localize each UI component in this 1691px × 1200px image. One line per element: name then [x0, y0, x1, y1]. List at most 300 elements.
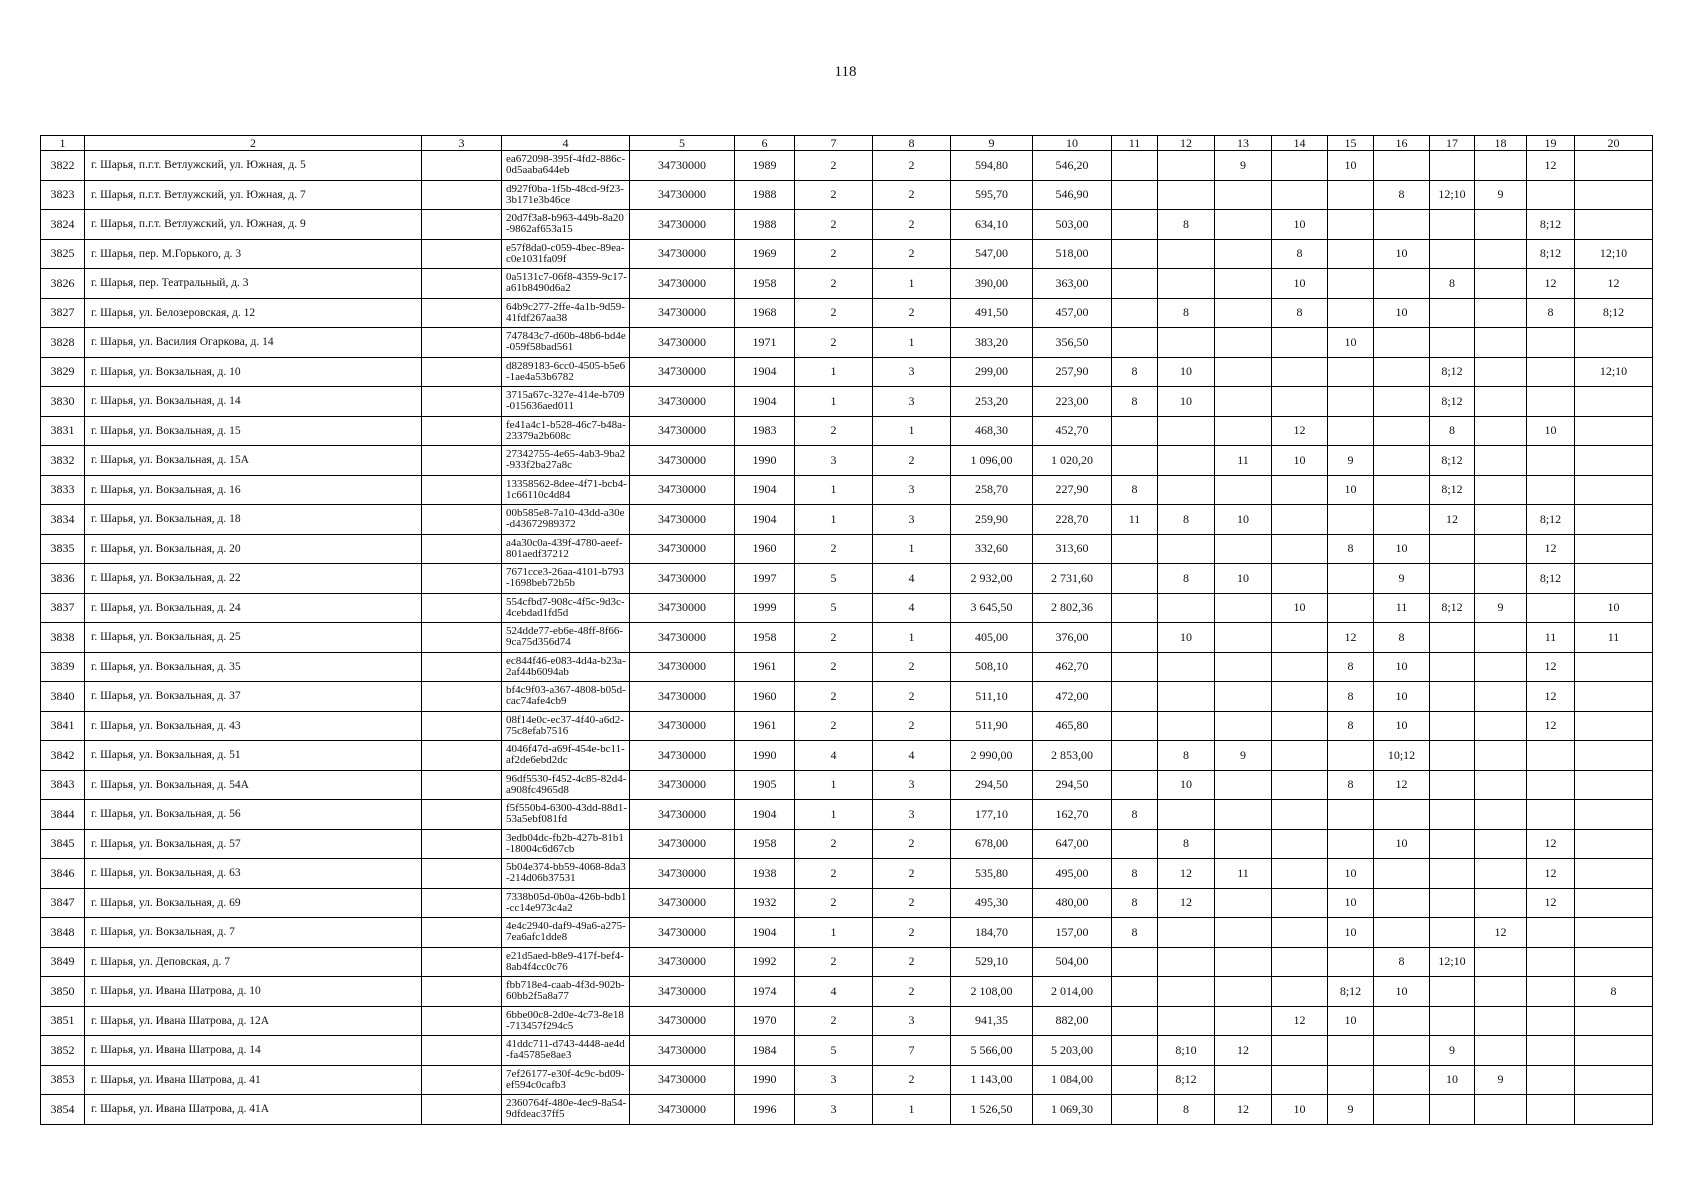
table-cell-col-4: bf4c9f03-a367-4808-b05d-cac74afe4cb9 — [502, 682, 630, 712]
table-cell-col-3 — [422, 387, 502, 417]
table-cell-col-10: 882,00 — [1033, 1006, 1112, 1036]
table-cell-col-13 — [1215, 1065, 1272, 1095]
table-row — [41, 534, 1653, 564]
table-cell-col-18 — [1475, 416, 1527, 446]
table-cell-col-8: 4 — [873, 593, 951, 623]
table-cell-col-3 — [422, 741, 502, 771]
table-row — [41, 210, 1653, 240]
table-cell-col-2: г. Шарья, ул. Вокзальная, д. 16 — [85, 475, 422, 505]
table-cell-col-18 — [1475, 947, 1527, 977]
table-cell-col-8: 2 — [873, 829, 951, 859]
table-row — [41, 918, 1653, 948]
table-cell-col-9: 595,70 — [951, 180, 1033, 210]
table-cell-col-5: 34730000 — [630, 918, 735, 948]
table-cell-col-5: 34730000 — [630, 711, 735, 741]
table-cell-col-14 — [1272, 888, 1328, 918]
table-cell-col-2: г. Шарья, п.г.т. Ветлужский, ул. Южная, д. 7 — [85, 180, 422, 210]
table-cell-col-20 — [1575, 1036, 1653, 1066]
table-cell-col-11 — [1112, 151, 1158, 181]
table-cell-col-9: 511,10 — [951, 682, 1033, 712]
table-cell-col-17: 8 — [1430, 269, 1475, 299]
table-cell-col-15 — [1328, 387, 1374, 417]
table-cell-col-18 — [1475, 1095, 1527, 1125]
table-cell-col-15: 12 — [1328, 623, 1374, 653]
table-cell-col-19: 10 — [1527, 416, 1575, 446]
table-cell-col-1: 3827 — [41, 298, 85, 328]
table-cell-col-19 — [1527, 1036, 1575, 1066]
table-cell-col-1: 3840 — [41, 682, 85, 712]
table-cell-col-10: 228,70 — [1033, 505, 1112, 535]
column-header-11: 11 — [1112, 136, 1158, 151]
table-cell-col-19: 8;12 — [1527, 210, 1575, 240]
table-row — [41, 564, 1653, 594]
table-cell-col-12 — [1158, 534, 1215, 564]
table-cell-col-4: 7671cce3-26aa-4101-b793-1698beb72b5b — [502, 564, 630, 594]
table-cell-col-2: г. Шарья, ул. Вокзальная, д. 57 — [85, 829, 422, 859]
table-cell-col-19: 11 — [1527, 623, 1575, 653]
table-cell-col-17: 8;12 — [1430, 475, 1475, 505]
table-cell-col-6: 1988 — [735, 180, 795, 210]
table-cell-col-3 — [422, 328, 502, 358]
table-cell-col-18 — [1475, 505, 1527, 535]
table-cell-col-13 — [1215, 298, 1272, 328]
table-cell-col-4: 7338b05d-0b0a-426b-bdb1-cc14e973c4a2 — [502, 888, 630, 918]
table-cell-col-16: 10 — [1374, 682, 1430, 712]
table-row — [41, 682, 1653, 712]
table-cell-col-1: 3843 — [41, 770, 85, 800]
table-cell-col-20 — [1575, 564, 1653, 594]
table-cell-col-20 — [1575, 151, 1653, 181]
table-cell-col-13 — [1215, 947, 1272, 977]
table-cell-col-11 — [1112, 947, 1158, 977]
table-row — [41, 151, 1653, 181]
table-cell-col-18 — [1475, 741, 1527, 771]
table-cell-col-13: 9 — [1215, 151, 1272, 181]
table-cell-col-12 — [1158, 269, 1215, 299]
table-cell-col-14 — [1272, 534, 1328, 564]
table-cell-col-16 — [1374, 210, 1430, 240]
table-cell-col-13 — [1215, 829, 1272, 859]
table-cell-col-10: 1 084,00 — [1033, 1065, 1112, 1095]
table-cell-col-11: 8 — [1112, 475, 1158, 505]
table-cell-col-5: 34730000 — [630, 682, 735, 712]
table-cell-col-8: 3 — [873, 1006, 951, 1036]
table-cell-col-13 — [1215, 1006, 1272, 1036]
table-cell-col-12: 10 — [1158, 770, 1215, 800]
table-cell-col-4: fbb718e4-caab-4f3d-902b-60bb2f5a8a77 — [502, 977, 630, 1007]
table-cell-col-14 — [1272, 623, 1328, 653]
table-cell-col-16: 10;12 — [1374, 741, 1430, 771]
table-cell-col-13: 11 — [1215, 859, 1272, 889]
table-cell-col-5: 34730000 — [630, 151, 735, 181]
table-cell-col-4: 4046f47d-a69f-454e-bc11-af2de6ebd2dc — [502, 741, 630, 771]
table-cell-col-2: г. Шарья, ул. Ивана Шатрова, д. 41 — [85, 1065, 422, 1095]
table-cell-col-20: 8;12 — [1575, 298, 1653, 328]
table-cell-col-5: 34730000 — [630, 534, 735, 564]
table-cell-col-12: 8 — [1158, 505, 1215, 535]
table-cell-col-2: г. Шарья, п.г.т. Ветлужский, ул. Южная, д. 5 — [85, 151, 422, 181]
table-cell-col-9: 529,10 — [951, 947, 1033, 977]
table-cell-col-4: 3715a67c-327e-414e-b709-015636aed011 — [502, 387, 630, 417]
table-cell-col-16: 10 — [1374, 652, 1430, 682]
table-cell-col-15: 10 — [1328, 328, 1374, 358]
table-cell-col-10: 546,20 — [1033, 151, 1112, 181]
table-cell-col-19 — [1527, 947, 1575, 977]
table-row — [41, 829, 1653, 859]
table-cell-col-11 — [1112, 741, 1158, 771]
table-cell-col-10: 356,50 — [1033, 328, 1112, 358]
table-cell-col-8: 2 — [873, 888, 951, 918]
table-cell-col-15 — [1328, 180, 1374, 210]
table-cell-col-17 — [1430, 829, 1475, 859]
table-cell-col-11 — [1112, 593, 1158, 623]
table-cell-col-7: 1 — [795, 770, 873, 800]
table-cell-col-17 — [1430, 1095, 1475, 1125]
table-cell-col-18 — [1475, 387, 1527, 417]
table-cell-col-9: 383,20 — [951, 328, 1033, 358]
table-cell-col-18 — [1475, 800, 1527, 830]
table-cell-col-5: 34730000 — [630, 505, 735, 535]
table-cell-col-11 — [1112, 269, 1158, 299]
table-cell-col-6: 1996 — [735, 1095, 795, 1125]
table-cell-col-4: 27342755-4e65-4ab3-9ba2-933f2ba27a8c — [502, 446, 630, 476]
column-header-8: 8 — [873, 136, 951, 151]
table-cell-col-4: 747843c7-d60b-48b6-bd4e-059f58bad561 — [502, 328, 630, 358]
housing-register-table — [40, 135, 1653, 1125]
table-cell-col-13 — [1215, 180, 1272, 210]
table-cell-col-12 — [1158, 918, 1215, 948]
column-header-5: 5 — [630, 136, 735, 151]
table-cell-col-12 — [1158, 328, 1215, 358]
table-body — [41, 151, 1653, 1125]
table-cell-col-4: 554cfbd7-908c-4f5c-9d3c-4cebdad1fd5d — [502, 593, 630, 623]
table-cell-col-12 — [1158, 977, 1215, 1007]
table-row — [41, 593, 1653, 623]
table-cell-col-18 — [1475, 151, 1527, 181]
table-cell-col-7: 2 — [795, 416, 873, 446]
table-cell-col-7: 2 — [795, 829, 873, 859]
table-cell-col-19 — [1527, 180, 1575, 210]
table-cell-col-11 — [1112, 534, 1158, 564]
table-cell-col-18 — [1475, 682, 1527, 712]
table-cell-col-12 — [1158, 800, 1215, 830]
table-cell-col-16 — [1374, 446, 1430, 476]
table-cell-col-5: 34730000 — [630, 475, 735, 505]
table-cell-col-18 — [1475, 298, 1527, 328]
table-cell-col-4: e57f8da0-c059-4bec-89ea-c0e1031fa09f — [502, 239, 630, 269]
table-cell-col-14 — [1272, 180, 1328, 210]
table-cell-col-19 — [1527, 1006, 1575, 1036]
table-cell-col-12: 10 — [1158, 357, 1215, 387]
table-cell-col-16 — [1374, 800, 1430, 830]
table-cell-col-9: 1 526,50 — [951, 1095, 1033, 1125]
column-header-18: 18 — [1475, 136, 1527, 151]
table-cell-col-14 — [1272, 1036, 1328, 1066]
table-cell-col-5: 34730000 — [630, 977, 735, 1007]
table-cell-col-17 — [1430, 770, 1475, 800]
table-cell-col-3 — [422, 1036, 502, 1066]
table-cell-col-10: 452,70 — [1033, 416, 1112, 446]
table-cell-col-20 — [1575, 682, 1653, 712]
table-cell-col-16 — [1374, 1036, 1430, 1066]
table-cell-col-1: 3850 — [41, 977, 85, 1007]
table-row — [41, 328, 1653, 358]
table-cell-col-12: 8 — [1158, 564, 1215, 594]
table-cell-col-12: 10 — [1158, 623, 1215, 653]
table-cell-col-18: 9 — [1475, 593, 1527, 623]
table-cell-col-4: 20d7f3a8-b963-449b-8a20-9862af653a15 — [502, 210, 630, 240]
table-cell-col-13: 9 — [1215, 741, 1272, 771]
table-cell-col-12 — [1158, 652, 1215, 682]
table-cell-col-2: г. Шарья, ул. Вокзальная, д. 69 — [85, 888, 422, 918]
table-cell-col-7: 2 — [795, 534, 873, 564]
table-cell-col-11: 11 — [1112, 505, 1158, 535]
table-cell-col-11: 8 — [1112, 357, 1158, 387]
table-cell-col-20 — [1575, 416, 1653, 446]
table-cell-col-18 — [1475, 859, 1527, 889]
table-cell-col-19: 8;12 — [1527, 505, 1575, 535]
table-cell-col-11 — [1112, 416, 1158, 446]
table-cell-col-1: 3838 — [41, 623, 85, 653]
table-cell-col-19 — [1527, 593, 1575, 623]
table-row — [41, 859, 1653, 889]
table-cell-col-18 — [1475, 564, 1527, 594]
table-cell-col-4: 5b04e374-bb59-4068-8da3-214d06b37531 — [502, 859, 630, 889]
table-cell-col-3 — [422, 829, 502, 859]
table-cell-col-10: 495,00 — [1033, 859, 1112, 889]
table-cell-col-19 — [1527, 446, 1575, 476]
table-cell-col-14: 12 — [1272, 416, 1328, 446]
table-cell-col-16: 8 — [1374, 623, 1430, 653]
table-row — [41, 1006, 1653, 1036]
table-cell-col-17: 12;10 — [1430, 180, 1475, 210]
table-cell-col-3 — [422, 770, 502, 800]
table-cell-col-1: 3853 — [41, 1065, 85, 1095]
table-cell-col-4: 13358562-8dee-4f71-bcb4-1c66110c4d84 — [502, 475, 630, 505]
table-cell-col-19: 12 — [1527, 829, 1575, 859]
table-cell-col-5: 34730000 — [630, 298, 735, 328]
table-cell-col-2: г. Шарья, ул. Вокзальная, д. 37 — [85, 682, 422, 712]
table-cell-col-10: 503,00 — [1033, 210, 1112, 240]
table-cell-col-1: 3849 — [41, 947, 85, 977]
table-cell-col-3 — [422, 298, 502, 328]
table-cell-col-15: 8 — [1328, 652, 1374, 682]
table-cell-col-13: 11 — [1215, 446, 1272, 476]
table-cell-col-17 — [1430, 977, 1475, 1007]
table-cell-col-3 — [422, 800, 502, 830]
table-cell-col-5: 34730000 — [630, 564, 735, 594]
table-cell-col-8: 2 — [873, 151, 951, 181]
table-cell-col-10: 457,00 — [1033, 298, 1112, 328]
table-cell-col-19 — [1527, 475, 1575, 505]
table-cell-col-2: г. Шарья, пер. Театральный, д. 3 — [85, 269, 422, 299]
table-cell-col-4: 08f14e0c-ec37-4f40-a6d2-75c8efab7516 — [502, 711, 630, 741]
table-cell-col-3 — [422, 180, 502, 210]
table-cell-col-6: 1989 — [735, 151, 795, 181]
table-cell-col-10: 546,90 — [1033, 180, 1112, 210]
table-cell-col-20: 11 — [1575, 623, 1653, 653]
table-cell-col-8: 4 — [873, 741, 951, 771]
table-cell-col-13 — [1215, 239, 1272, 269]
column-header-2: 2 — [85, 136, 422, 151]
table-cell-col-7: 5 — [795, 1036, 873, 1066]
table-cell-col-17: 8;12 — [1430, 593, 1475, 623]
table-cell-col-2: г. Шарья, ул. Вокзальная, д. 24 — [85, 593, 422, 623]
table-cell-col-17 — [1430, 859, 1475, 889]
column-header-7: 7 — [795, 136, 873, 151]
table-cell-col-6: 1960 — [735, 534, 795, 564]
table-cell-col-11 — [1112, 328, 1158, 358]
table-cell-col-5: 34730000 — [630, 210, 735, 240]
table-cell-col-11 — [1112, 1065, 1158, 1095]
table-cell-col-10: 465,80 — [1033, 711, 1112, 741]
table-cell-col-12 — [1158, 446, 1215, 476]
table-cell-col-1: 3848 — [41, 918, 85, 948]
table-cell-col-2: г. Шарья, ул. Вокзальная, д. 56 — [85, 800, 422, 830]
table-cell-col-9: 258,70 — [951, 475, 1033, 505]
table-cell-col-2: г. Шарья, ул. Ивана Шатрова, д. 41А — [85, 1095, 422, 1125]
table-cell-col-12 — [1158, 947, 1215, 977]
table-cell-col-8: 2 — [873, 446, 951, 476]
table-cell-col-1: 3854 — [41, 1095, 85, 1125]
table-cell-col-7: 1 — [795, 918, 873, 948]
table-cell-col-17 — [1430, 210, 1475, 240]
table-cell-col-2: г. Шарья, ул. Деповская, д. 7 — [85, 947, 422, 977]
table-cell-col-11 — [1112, 623, 1158, 653]
table-cell-col-9: 1 143,00 — [951, 1065, 1033, 1095]
table-cell-col-8: 3 — [873, 357, 951, 387]
table-cell-col-15 — [1328, 564, 1374, 594]
table-cell-col-4: 6bbe00c8-2d0e-4c73-8e18-713457f294c5 — [502, 1006, 630, 1036]
table-cell-col-8: 3 — [873, 770, 951, 800]
table-cell-col-3 — [422, 977, 502, 1007]
table-cell-col-15: 10 — [1328, 888, 1374, 918]
table-cell-col-9: 2 932,00 — [951, 564, 1033, 594]
table-cell-col-14: 10 — [1272, 1095, 1328, 1125]
table-row — [41, 1065, 1653, 1095]
table-cell-col-8: 1 — [873, 328, 951, 358]
table-cell-col-13 — [1215, 269, 1272, 299]
table-cell-col-20 — [1575, 859, 1653, 889]
table-cell-col-3 — [422, 446, 502, 476]
table-cell-col-14 — [1272, 1065, 1328, 1095]
table-cell-col-6: 1961 — [735, 652, 795, 682]
table-cell-col-11 — [1112, 564, 1158, 594]
table-cell-col-20 — [1575, 534, 1653, 564]
table-cell-col-6: 1984 — [735, 1036, 795, 1066]
table-cell-col-4: e21d5aed-b8e9-417f-bef4-8ab4f4cc0c76 — [502, 947, 630, 977]
table-cell-col-19 — [1527, 357, 1575, 387]
table-cell-col-16 — [1374, 328, 1430, 358]
table-cell-col-4: f5f550b4-6300-43dd-88d1-53a5ebf081fd — [502, 800, 630, 830]
table-cell-col-10: 157,00 — [1033, 918, 1112, 948]
table-cell-col-2: г. Шарья, ул. Вокзальная, д. 14 — [85, 387, 422, 417]
table-cell-col-12: 8 — [1158, 210, 1215, 240]
table-cell-col-16: 10 — [1374, 711, 1430, 741]
table-cell-col-14 — [1272, 770, 1328, 800]
table-cell-col-1: 3841 — [41, 711, 85, 741]
table-cell-col-16: 10 — [1374, 534, 1430, 564]
table-cell-col-12: 8 — [1158, 829, 1215, 859]
table-row — [41, 269, 1653, 299]
table-cell-col-1: 3834 — [41, 505, 85, 535]
table-cell-col-2: г. Шарья, ул. Ивана Шатрова, д. 12А — [85, 1006, 422, 1036]
table-cell-col-10: 1 020,20 — [1033, 446, 1112, 476]
table-cell-col-2: г. Шарья, ул. Вокзальная, д. 15 — [85, 416, 422, 446]
table-cell-col-15 — [1328, 829, 1374, 859]
table-cell-col-11 — [1112, 652, 1158, 682]
table-cell-col-7: 2 — [795, 210, 873, 240]
table-cell-col-17 — [1430, 711, 1475, 741]
table-cell-col-15 — [1328, 593, 1374, 623]
table-cell-col-7: 2 — [795, 180, 873, 210]
table-cell-col-6: 1904 — [735, 918, 795, 948]
table-row — [41, 770, 1653, 800]
table-cell-col-12: 12 — [1158, 859, 1215, 889]
table-cell-col-10: 480,00 — [1033, 888, 1112, 918]
table-cell-col-11 — [1112, 298, 1158, 328]
table-cell-col-14 — [1272, 829, 1328, 859]
table-cell-col-8: 3 — [873, 505, 951, 535]
table-cell-col-20: 10 — [1575, 593, 1653, 623]
table-cell-col-19: 8 — [1527, 298, 1575, 328]
table-cell-col-7: 3 — [795, 1095, 873, 1125]
table-cell-col-5: 34730000 — [630, 328, 735, 358]
table-cell-col-16 — [1374, 269, 1430, 299]
table-cell-col-17 — [1430, 652, 1475, 682]
table-cell-col-17 — [1430, 328, 1475, 358]
column-header-12: 12 — [1158, 136, 1215, 151]
table-cell-col-4: 00b585e8-7a10-43dd-a30e-d43672989372 — [502, 505, 630, 535]
table-cell-col-17: 8;12 — [1430, 446, 1475, 476]
table-cell-col-15 — [1328, 1036, 1374, 1066]
table-cell-col-5: 34730000 — [630, 1036, 735, 1066]
table-cell-col-3 — [422, 652, 502, 682]
page-number: 118 — [834, 64, 857, 80]
table-cell-col-15: 8 — [1328, 711, 1374, 741]
table-cell-col-3 — [422, 682, 502, 712]
table-cell-col-15 — [1328, 357, 1374, 387]
table-cell-col-18: 12 — [1475, 918, 1527, 948]
table-cell-col-4: 2360764f-480e-4ec9-8a54-9dfdeac37ff5 — [502, 1095, 630, 1125]
table-cell-col-10: 223,00 — [1033, 387, 1112, 417]
table-cell-col-11 — [1112, 1036, 1158, 1066]
table-cell-col-11 — [1112, 446, 1158, 476]
table-cell-col-9: 405,00 — [951, 623, 1033, 653]
table-cell-col-7: 4 — [795, 977, 873, 1007]
table-cell-col-15: 8;12 — [1328, 977, 1374, 1007]
table-cell-col-19 — [1527, 800, 1575, 830]
table-cell-col-3 — [422, 357, 502, 387]
table-cell-col-17 — [1430, 564, 1475, 594]
table-cell-col-16: 8 — [1374, 180, 1430, 210]
table-cell-col-20 — [1575, 770, 1653, 800]
table-cell-col-18 — [1475, 534, 1527, 564]
table-cell-col-17 — [1430, 741, 1475, 771]
table-cell-col-10: 1 069,30 — [1033, 1095, 1112, 1125]
table-cell-col-5: 34730000 — [630, 800, 735, 830]
table-cell-col-9: 294,50 — [951, 770, 1033, 800]
table-cell-col-7: 2 — [795, 652, 873, 682]
table-cell-col-20 — [1575, 1065, 1653, 1095]
table-cell-col-3 — [422, 918, 502, 948]
table-cell-col-20 — [1575, 652, 1653, 682]
table-cell-col-16: 12 — [1374, 770, 1430, 800]
table-cell-col-10: 504,00 — [1033, 947, 1112, 977]
table-cell-col-4: 7ef26177-e30f-4c9c-bd09-ef594c0cafb3 — [502, 1065, 630, 1095]
table-cell-col-2: г. Шарья, п.г.т. Ветлужский, ул. Южная, д. 9 — [85, 210, 422, 240]
table-cell-col-15 — [1328, 947, 1374, 977]
